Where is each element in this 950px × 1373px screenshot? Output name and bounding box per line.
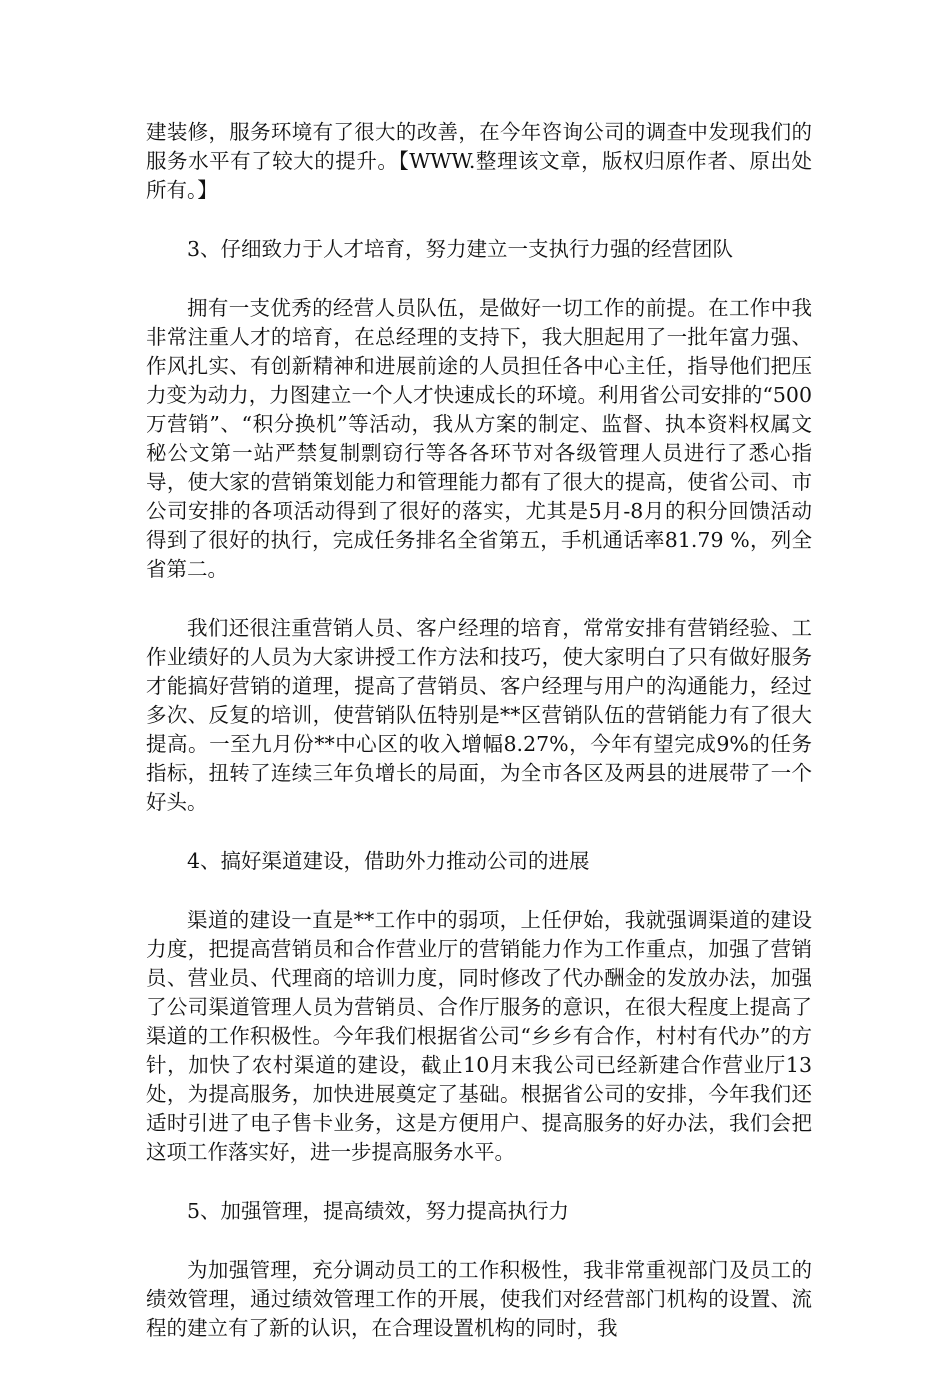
section-heading-3: 3、仔细致力于人才培育，努力建立一支执行力强的经营团队 [187,237,734,261]
section-heading-4: 4、搞好渠道建设，借助外力推动公司的进展 [187,849,590,873]
section-heading-5: 5、加强管理，提高绩效，努力提高执行力 [187,1199,570,1223]
paragraph-channel-building: 渠道的建设一直是**工作中的弱项，上任伊始，我就强调渠道的建设力度，把提高营销员和合作营业厅的营销能力作为工作重点，加强了营销员、营业员、代理商的培训力度，同时修改了代办酬金的发放办法，加强了公司渠道管理人员为营销员、合作厅服务的意识，在很大程度上提高了渠道的工作积极性。今年我们根据省公司“乡乡有合作，村村有代办”的方针，加快了农村渠道的建设，截止10月末我公司已经新建合作营业厅13处，为提高服务，加快进展奠定了基础。根据省公司的安排，今年我们还适时引进了电子售卡业务，这是方便用户、提高服务的好办法，我们会把这项工作落实好，进一步提高服务水平。 [146,908,812,1164]
paragraph-sales-training: 我们还很注重营销人员、客户经理的培育，常常安排有营销经验、工作业绩好的人员为大家讲授工作方法和技巧，使大家明白了只有做好服务才能搞好营销的道理，提高了营销员、客户经理与用户的沟通能力，经过多次、反复的培训，使营销队伍特别是**区营销队伍的营销能力有了很大提高。一至九月份**中心区的收入增幅8.27%，今年有望完成9%的任务指标，扭转了连续三年负增长的局面，为全市各区及两县的进展带了一个好头。 [146,616,812,814]
paragraph-management: 为加强管理，充分调动员工的工作积极性，我非常重视部门及员工的绩效管理，通过绩效管理工作的开展，使我们对经营部门机构的设置、流程的建立有了新的认识，在合理设置机构的同时，我 [146,1258,812,1340]
paragraph-talent-team: 拥有一支优秀的经营人员队伍，是做好一切工作的前提。在工作中我非常注重人才的培育，在总经理的支持下，我大胆起用了一批年富力强、作风扎实、有创新精神和进展前途的人员担任各中心主任，指导他们把压力变为动力，力图建立一个人才快速成长的环境。利用省公司安排的“500万营销”、“积分换机”等活动，我从方案的制定、监督、执本资料权属文秘公文第一站严禁复制剽窃行等各各环节对各级管理人员进行了悉心指导，使大家的营销策划能力和管理能力都有了很大的提高，使省公司、市公司安排的各项活动得到了很好的落实，尤其是5月-8月的积分回馈活动得到了很好的执行，完成任务排名全省第五，手机通话率81.79 %，列全省第二。 [146,296,812,581]
document-body [146,118,812,1373]
paragraph-intro: 建装修，服务环境有了很大的改善，在今年咨询公司的调查中发现我们的服务水平有了较大的提升。【WWW.整理该文章，版权归原作者、原出处所有。】 [146,120,812,202]
